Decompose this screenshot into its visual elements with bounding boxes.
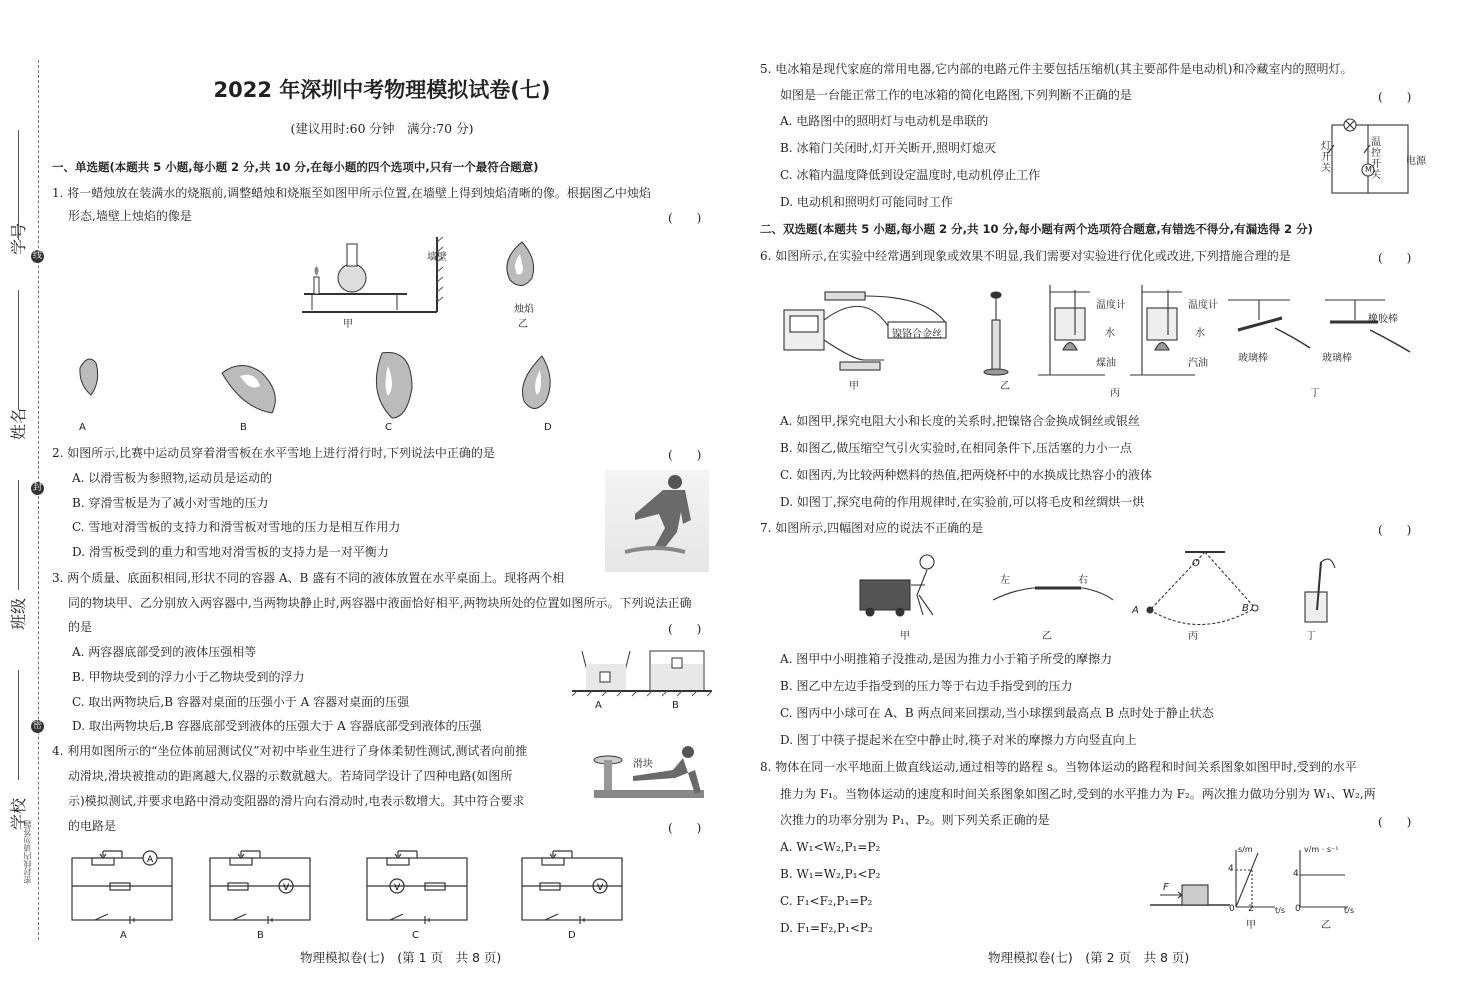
q4-circuits-figure <box>70 846 680 926</box>
q3-line3: 的是 <box>68 620 93 634</box>
school-label: 学校 <box>9 797 28 830</box>
q3-option-b: B. 甲物块受到的浮力小于乙物块受到的浮力 <box>72 670 305 684</box>
q3-option-c: C. 取出两物块后,B 容器对桌面的压强小于 A 容器对桌面的压强 <box>72 695 410 709</box>
q6-jia-label: 甲 <box>849 381 859 392</box>
seal-line <box>38 60 39 940</box>
q7-bing-label: 丙 <box>1188 631 1198 642</box>
q6-water-2-label: 水 <box>1195 328 1205 339</box>
q4-line3: 示)模拟测试,并要求电路中滑动变阻器的滑片向右滑动时,电表示数增大。其中符合要求 <box>68 794 525 808</box>
q7-option-a: A. 图甲中小明推箱子没推动,是因为推力小于箱子所受的摩擦力 <box>780 652 1113 666</box>
q6-answer-paren: ( ) <box>1378 251 1412 265</box>
q8-tick-0-a: 0 <box>1229 904 1235 914</box>
q7-jia-label: 甲 <box>900 631 910 642</box>
q4-line4: 的电路是 <box>68 819 117 833</box>
q6-option-b: B. 如图乙,做压缩空气引火实验时,在相同条件下,压活塞的力小一点 <box>780 441 1132 455</box>
q7-figure <box>855 550 1355 625</box>
q6-stem: 6. 如图所示,在实验中经常遇到现象或效果不明显,我们需要对实验进行优化或改进,下列措施合理的是 <box>760 249 1291 263</box>
q4-line2: 动滑块,滑块被推动的距离越大,仪器的示数就越大。若琦同学设计了四种电路(如图所 <box>68 769 513 783</box>
q6-ding-label: 丁 <box>1310 388 1320 399</box>
q6-thermometer-1-label: 温度计 <box>1096 300 1126 311</box>
page-1-footer: 物理模拟卷(七) (第 1 页 共 8 页) <box>300 950 502 965</box>
q5-motor-label: M <box>1365 165 1372 174</box>
q1-line1: 1. 将一蜡烛放在装满水的烧瓶前,调整蜡烛和烧瓶至如图甲所示位置,在墙壁上得到烛焰清晰的像。根据图乙中烛焰 <box>52 186 651 200</box>
q8-option-b: B. W₁=W₂,P₁<P₂ <box>780 867 881 881</box>
q4-tester-figure <box>588 740 713 815</box>
binding-margin <box>0 60 46 940</box>
seal-dot-secret: 密 <box>32 721 42 731</box>
q6-option-a: A. 如图甲,探究电阻大小和长度的关系时,把镍铬合金换成铜丝或银丝 <box>780 414 1140 428</box>
q8-force-label: F <box>1163 882 1169 893</box>
q7-yi-label: 乙 <box>1042 631 1052 642</box>
q6-bing-label: 丙 <box>1110 388 1120 399</box>
q6-gasoline-label: 汽油 <box>1188 358 1208 369</box>
q3-option-a: A. 两容器底部受到的液体压强相等 <box>72 645 257 659</box>
q1-option-a-label: A <box>79 422 86 433</box>
name-blank <box>18 290 19 410</box>
student-id-label: 学号 <box>9 222 28 255</box>
q4-circuit-a-label: A <box>120 930 127 941</box>
q1-option-d-label: D <box>544 422 552 433</box>
q4-line1: 4. 利用如图所示的“坐位体前屈测试仪”对初中毕业生进行了身体柔韧性测试,测试者向前推 <box>52 744 528 758</box>
q4-slider-label: 滑块 <box>633 759 653 770</box>
q2-snowboarder-photo <box>605 470 709 572</box>
q5-option-a: A. 电路图中的照明灯与电动机是串联的 <box>780 114 989 128</box>
q8-option-c: C. F₁<F₂,P₁=P₂ <box>780 894 873 908</box>
q8-option-d: D. F₁=F₂,P₁<P₂ <box>780 921 873 935</box>
q7-stem: 7. 如图所示,四幅图对应的说法不正确的是 <box>760 521 984 535</box>
q6-rubber-rod-label: 橡胶棒 <box>1368 314 1398 325</box>
q7-option-b: B. 图乙中左边手指受到的压力等于右边手指受到的压力 <box>780 679 1073 693</box>
q2-option-d: D. 滑雪板受到的重力和雪地对滑雪板的支持力是一对平衡力 <box>72 545 389 559</box>
seal-dot-line: 线 <box>32 251 42 261</box>
q8-line1: 8. 物体在同一水平地面上做直线运动,通过相等的路程 s。当物体运动的路程和时间关系图象如图甲时,受到的水平 <box>760 760 1357 774</box>
q7-point-a-label: A <box>1132 605 1139 616</box>
q5-line2: 如图是一台能正常工作的电冰箱的简化电路图,下列判断不正确的是 <box>780 88 1132 102</box>
q7-point-b-label: B <box>1242 603 1249 614</box>
q1-option-b-label: B <box>240 422 247 433</box>
q1-flame-label: 烛焰 <box>514 304 534 315</box>
q8-option-a: A. W₁<W₂,P₁=P₂ <box>780 840 881 854</box>
q8-v-axis-label: v/m · s⁻¹ <box>1304 845 1339 854</box>
q6-yi-label: 乙 <box>1000 381 1010 392</box>
q6-option-c: C. 如图丙,为比较两种燃料的热值,把两烧杯中的水换成比热容小的液体 <box>780 468 1153 482</box>
q8-s-axis-label: s/m <box>1238 845 1253 854</box>
q5-answer-paren: ( ) <box>1378 90 1412 104</box>
q6-glass-rod-2-label: 玻璃棒 <box>1322 353 1352 364</box>
q3-container-a-label: A <box>595 700 602 711</box>
q5-option-c: C. 冰箱内温度降低到设定温度时,电动机停止工作 <box>780 168 1041 182</box>
q6-nichrome-label: 镍铬合金丝 <box>892 329 942 340</box>
q7-option-d: D. 图丁中筷子提起米在空中静止时,筷子对米的摩擦力方向竖直向上 <box>780 733 1137 747</box>
q6-experiments-figure <box>770 280 1410 395</box>
q7-point-o-label: O <box>1192 558 1200 569</box>
school-blank <box>18 670 19 780</box>
q7-right-label: 右 <box>1078 575 1088 586</box>
q6-glass-rod-1-label: 玻璃棒 <box>1238 353 1268 364</box>
q7-option-c: C. 图丙中小球可在 A、B 两点间来回摆动,当小球摆到最高点 B 点时处于静止状态 <box>780 706 1214 720</box>
q8-tick-4-a: 4 <box>1228 864 1234 874</box>
section-2-heading: 二、双选题(本题共 5 小题,每小题 2 分,共 10 分,每小题有两个选项符合题意,有错选不得分,有漏选得 2 分) <box>760 222 1313 236</box>
seal-dot-seal: 封 <box>32 483 42 493</box>
q6-thermometer-2-label: 温度计 <box>1188 300 1218 311</box>
q7-left-label: 左 <box>1000 575 1010 586</box>
q5-lamp-switch-label: 灯开关 <box>1321 141 1331 174</box>
q2-option-c: C. 雪地对滑雪板的支持力和滑雪板对雪地的压力是相互作用力 <box>72 520 401 534</box>
q1-option-c-label: C <box>385 422 392 433</box>
exam-title: 2022 年深圳中考物理模拟试卷(七) <box>213 78 551 102</box>
q5-option-d: D. 电动机和照明灯可能同时工作 <box>780 195 953 209</box>
q4-circuit-c-label: C <box>412 930 419 941</box>
q3-answer-paren: ( ) <box>668 622 702 636</box>
class-label: 班级 <box>9 597 28 630</box>
q5-line1: 5. 电冰箱是现代家庭的常用电器,它内部的电路元件主要包括压缩机(其主要部件是电动机)和冷藏室内的照明灯。 <box>760 62 1353 76</box>
q2-stem: 2. 如图所示,比赛中运动员穿着滑雪板在水平雪地上进行滑行时,下列说法中正确的是 <box>52 446 495 460</box>
q3-option-d: D. 取出两物块后,B 容器底部受到液体的压强大于 A 容器底部受到液体的压强 <box>72 719 482 733</box>
q3-line1: 3. 两个质量、底面积相同,形状不同的容器 A、B 盛有不同的液体放置在水平桌面上。现将两个相 <box>52 571 565 585</box>
svg-text:V: V <box>283 883 290 893</box>
q4-answer-paren: ( ) <box>668 821 702 835</box>
q1-answer-paren: ( ) <box>668 211 702 225</box>
q1-wall-label: 墙壁 <box>427 252 447 263</box>
class-blank <box>18 480 19 590</box>
q4-circuit-b-label: B <box>257 930 264 941</box>
q5-option-b: B. 冰箱门关闭时,灯开关断开,照明灯熄灭 <box>780 141 997 155</box>
q1-jia-label: 甲 <box>343 319 353 330</box>
q2-answer-paren: ( ) <box>668 448 702 462</box>
section-1-heading: 一、单选题(本题共 5 小题,每小题 2 分,共 10 分,在每小题的四个选项中,只有一个最符合题意) <box>52 160 539 174</box>
q8-line2: 推力为 F₁。当物体运动的速度和时间关系图象如图乙时,受到的水平推力为 F₂。两次推力做功分别为 W₁、W₂,两 <box>780 787 1376 801</box>
q3-line2: 同的物块甲、乙分别放入两容器中,当两物块静止时,两容器中液面恰好相平,两物块所处的位置如图所示。下列说法正确 <box>68 596 692 610</box>
q5-thermostat-label: 温控开关 <box>1371 137 1381 181</box>
q6-water-1-label: 水 <box>1105 328 1115 339</box>
page-2-footer: 物理模拟卷(七) (第 2 页 共 8 页) <box>988 950 1190 965</box>
q8-answer-paren: ( ) <box>1378 815 1412 829</box>
exam-subtitle: (建议用时:60 分钟 满分:70 分) <box>290 121 474 136</box>
q6-kerosene-label: 煤油 <box>1096 358 1116 369</box>
svg-text:V: V <box>597 883 604 893</box>
q1-figure <box>292 232 542 327</box>
q6-option-d: D. 如图丁,探究电荷的作用规律时,在实验前,可以将毛皮和丝绸烘一烘 <box>780 495 1145 509</box>
q1-line2: 形态,墙壁上烛焰的像是 <box>68 209 192 223</box>
q8-line3: 次推力的功率分别为 P₁、P₂。则下列关系正确的是 <box>780 813 1050 827</box>
seal-note: 密封线内请勿答题 <box>23 820 32 884</box>
q3-container-b-label: B <box>672 700 679 711</box>
q8-tick-2: 2 <box>1248 904 1254 914</box>
q4-circuit-d-label: D <box>568 930 576 941</box>
q7-answer-paren: ( ) <box>1378 523 1412 537</box>
q8-t-axis-2-label: t/s <box>1344 906 1354 915</box>
q1-yi-label: 乙 <box>518 319 528 330</box>
q2-option-b: B. 穿滑雪板是为了减小对雪地的压力 <box>72 496 269 510</box>
q5-power-label: 电源 <box>1406 156 1426 167</box>
q7-ding-label: 丁 <box>1306 631 1316 642</box>
q3-containers-figure <box>572 646 712 701</box>
q2-option-a: A. 以滑雪板为参照物,运动员是运动的 <box>72 471 273 485</box>
svg-text:A: A <box>147 855 154 865</box>
q8-jia-label: 甲 <box>1246 920 1256 931</box>
q5-fridge-circuit <box>1320 115 1420 197</box>
svg-text:V: V <box>394 883 401 893</box>
q1-options-figure <box>72 348 592 418</box>
q8-tick-0-b: 0 <box>1295 904 1301 914</box>
q8-yi-label: 乙 <box>1321 920 1331 931</box>
q8-tick-4-b: 4 <box>1293 869 1299 879</box>
q8-t-axis-1-label: t/s <box>1275 906 1285 915</box>
name-label: 姓名 <box>9 407 28 440</box>
q8-figure <box>1150 845 1360 915</box>
